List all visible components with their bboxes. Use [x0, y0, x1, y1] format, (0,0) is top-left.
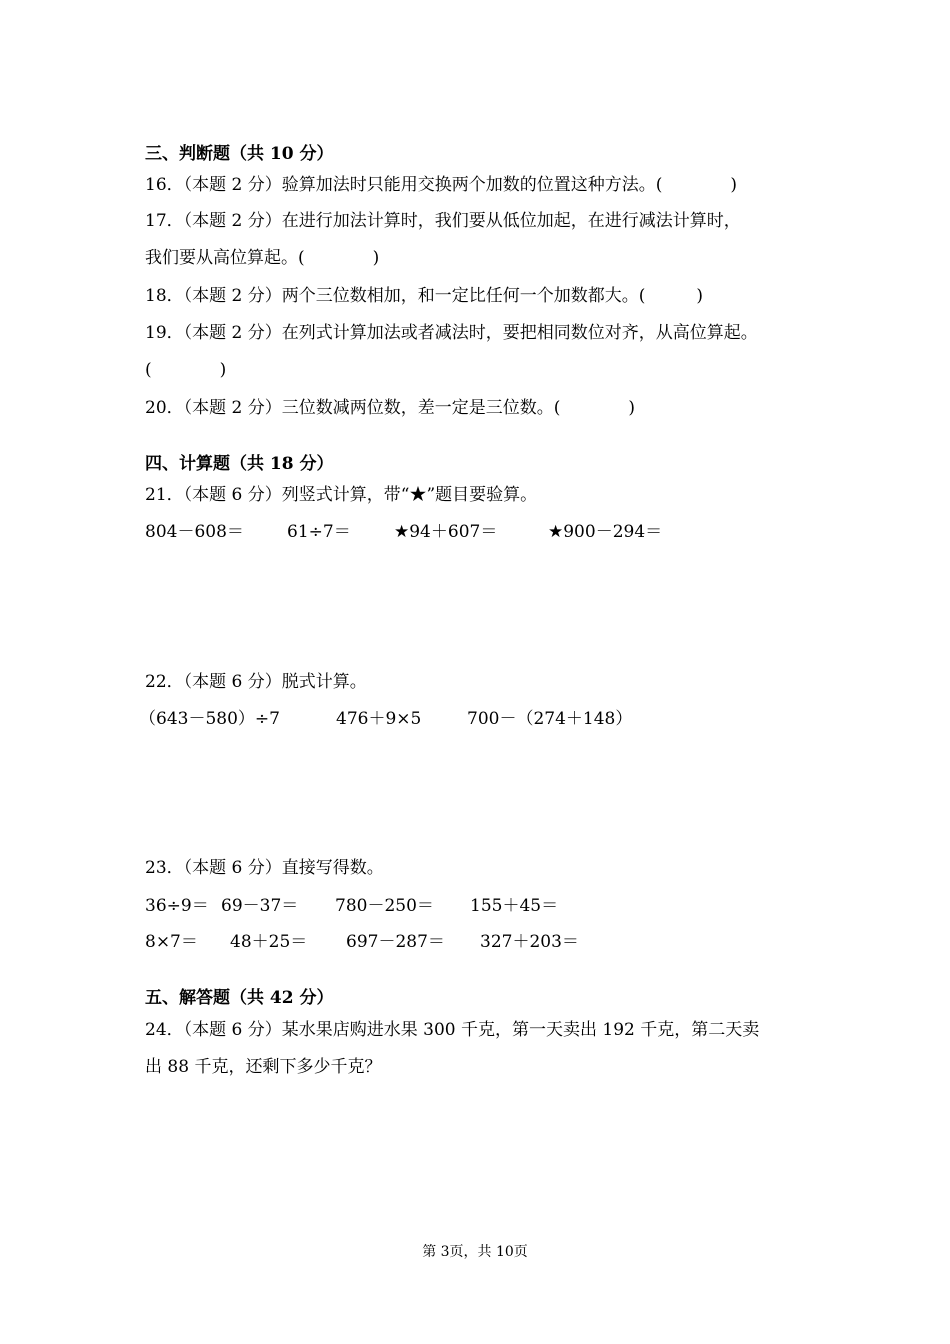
question-19-line-2: ( ) — [145, 360, 227, 380]
question-23-prompt: 23．（本题 6 分）直接写得数。 — [145, 858, 384, 878]
question-24-line-2: 出 88 千克，还剩下多少千克？ — [145, 1057, 382, 1077]
question-22-prompt: 22．（本题 6 分）脱式计算。 — [145, 672, 367, 692]
q23-expression: 697－287＝ — [346, 932, 445, 952]
question-17-line-1: 17．（本题 2 分）在进行加法计算时，我们要从低位加起，在进行减法计算时， — [145, 211, 741, 231]
q21-expression: ★900－294＝ — [548, 522, 663, 542]
q22-expression: 476＋9×5 — [336, 709, 422, 729]
q23-expression: 36÷9＝ — [145, 896, 209, 916]
q23-expression: 48＋25＝ — [230, 932, 308, 952]
q23-expression: 327＋203＝ — [480, 932, 579, 952]
q21-expression: 61÷7＝ — [287, 522, 351, 542]
section-4-heading: 四、计算题（共 18 分） — [145, 454, 334, 474]
section-3-heading: 三、判断题（共 10 分） — [145, 144, 334, 164]
question-16: 16．（本题 2 分）验算加法时只能用交换两个加数的位置这种方法。( ) — [145, 175, 738, 195]
q22-expression: （643－580）÷7 — [139, 709, 280, 729]
question-20: 20．（本题 2 分）三位数减两位数，差一定是三位数。( ) — [145, 398, 636, 418]
question-17-line-2: 我们要从高位算起。( ) — [145, 248, 380, 268]
q23-expression: 8×7＝ — [145, 932, 198, 952]
q21-expression: 804－608＝ — [145, 522, 244, 542]
question-18: 18．（本题 2 分）两个三位数相加，和一定比任何一个加数都大。( ) — [145, 286, 704, 306]
section-5-heading: 五、解答题（共 42 分） — [145, 988, 334, 1008]
q21-expression: ★94＋607＝ — [394, 522, 498, 542]
question-19-line-1: 19．（本题 2 分）在列式计算加法或者减法时，要把相同数位对齐，从高位算起。 — [145, 323, 758, 343]
q23-expression: 780－250＝ — [335, 896, 434, 916]
question-24-line-1: 24．（本题 6 分）某水果店购进水果 300 千克，第一天卖出 192 千克，第二天卖 — [145, 1020, 760, 1040]
q22-expression: 700－（274＋148） — [467, 709, 633, 729]
question-21-prompt: 21．（本题 6 分）列竖式计算，带“★”题目要验算。 — [145, 485, 538, 505]
q23-expression: 155＋45＝ — [470, 896, 559, 916]
q23-expression: 69－37＝ — [221, 896, 299, 916]
page-footer: 第 3页，共 10页 — [422, 1244, 528, 1260]
